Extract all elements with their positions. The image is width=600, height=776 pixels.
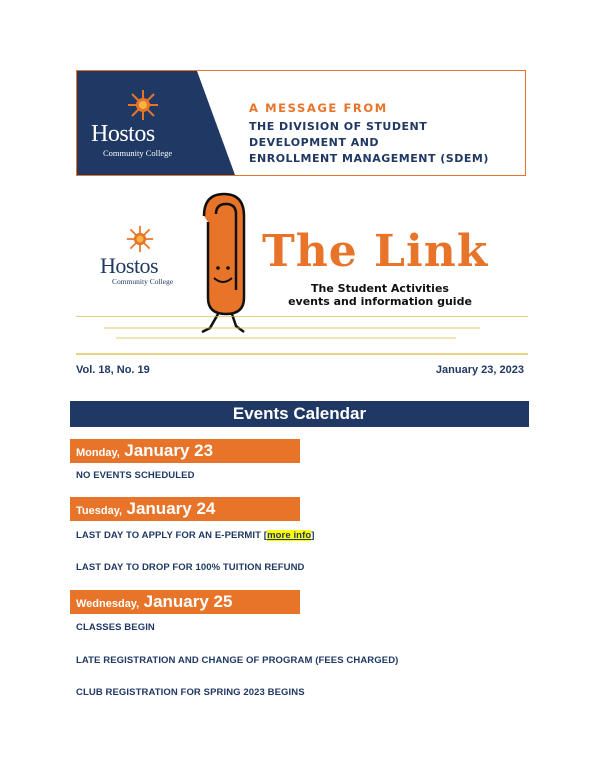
hostos-logo-secondary xyxy=(96,225,188,285)
day-weekday: Monday, xyxy=(76,447,120,459)
sdem-banner xyxy=(76,70,526,176)
event-item xyxy=(76,530,315,541)
subtitle-line-1: The Student Activities xyxy=(311,282,449,295)
sun-icon xyxy=(126,225,154,253)
event-text-suffix: ] xyxy=(311,530,315,541)
decorative-lines xyxy=(76,316,528,358)
day-date: January 24 xyxy=(126,499,216,518)
banner-line-2: THE DIVISION OF STUDENT DEVELOPMENT AND xyxy=(249,120,428,149)
banner-line-3: ENROLLMENT MANAGEMENT (SDEM) xyxy=(249,152,489,165)
banner-line-1: A MESSAGE FROM xyxy=(249,101,388,115)
event-item: CLASSES BEGIN xyxy=(76,622,155,633)
day-weekday: Wednesday, xyxy=(76,598,140,610)
newsletter-subtitle xyxy=(280,282,480,308)
subtitle-line-2: events and information guide xyxy=(288,295,472,308)
newsletter-title: The Link xyxy=(262,226,489,277)
event-item: LAST DAY TO DROP FOR 100% TUITION REFUND xyxy=(76,562,305,573)
more-info-link[interactable]: more info xyxy=(267,530,312,541)
logo-subtitle: Community College xyxy=(103,148,173,158)
hostos-logo xyxy=(77,71,207,175)
day-date: January 25 xyxy=(143,592,233,611)
day-header-monday xyxy=(70,439,300,463)
events-calendar-heading: Events Calendar xyxy=(70,401,529,427)
event-item: CLUB REGISTRATION FOR SPRING 2023 BEGINS xyxy=(76,687,305,698)
banner-message xyxy=(249,101,525,167)
paperclip-mascot-icon xyxy=(190,186,270,336)
day-date: January 23 xyxy=(124,441,214,460)
event-item: LATE REGISTRATION AND CHANGE OF PROGRAM (FEES CHARGED) xyxy=(76,655,399,666)
issue-volume: Vol. 18, No. 19 xyxy=(76,364,150,376)
logo-subtitle: Community College xyxy=(112,277,174,286)
event-item: NO EVENTS SCHEDULED xyxy=(76,470,195,481)
day-header-tuesday xyxy=(70,497,300,521)
logo-wordmark: Hostos xyxy=(100,253,159,278)
event-text: LAST DAY TO APPLY FOR AN E-PERMIT [ xyxy=(76,530,268,541)
day-weekday: Tuesday, xyxy=(76,505,123,517)
issue-date: January 23, 2023 xyxy=(435,364,524,376)
day-header-wednesday xyxy=(70,590,300,614)
logo-wordmark: Hostos xyxy=(91,121,155,147)
sun-icon xyxy=(127,89,159,121)
